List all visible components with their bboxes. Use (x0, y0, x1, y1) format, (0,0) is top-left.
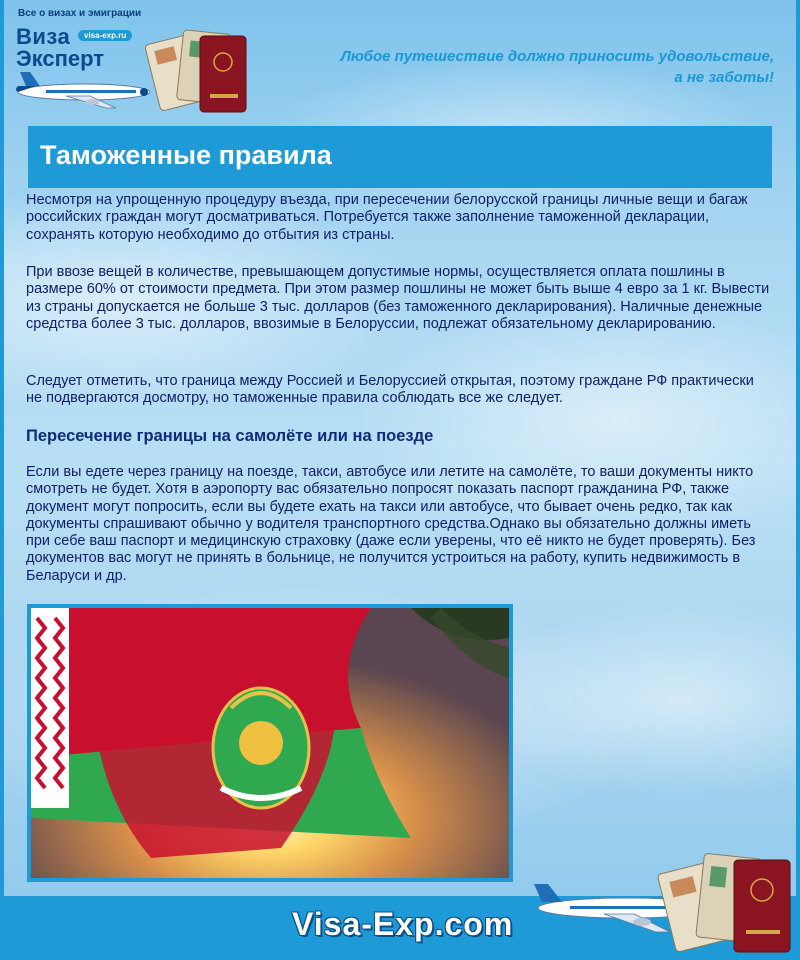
passports-icon (656, 846, 796, 954)
site-logo-url-badge[interactable]: visa-exp.ru (78, 30, 132, 41)
page-title: Таможенные правила (40, 140, 332, 170)
article-paragraph: Следует отметить, что граница между Россией и Белоруссией открытая, поэтому граждане РФ практически не подвергаются досмотру, но таможенные правила соблюдать все же следует. (26, 373, 754, 407)
page-title-bar (28, 126, 772, 188)
article-paragraph: Несмотря на упрощенную процедуру въезда, при пересечении белорусской границы личные вещи и багаж российских граждан могут досматриваться. Потребуется также заполнение таможенной декларации, сохранять которую необходимо до отбытия из страны. (26, 192, 748, 243)
site-header (0, 0, 800, 122)
header-slogan-line2: а не заботы! (674, 69, 774, 86)
header-slogan (304, 46, 774, 88)
section-heading: Пересечение границы на самолёте или на поезде (26, 427, 434, 445)
airplane-icon (6, 66, 156, 110)
site-tagline: Все о визах и эмиграции (18, 8, 142, 19)
site-logo-line1[interactable]: Виза (16, 24, 71, 49)
article-paragraph: Если вы едете через границу на поезде, такси, автобусе или летите на самолёте, то ваши документы никто смотреть не будет. Хотя в аэропорту вас обязательно попросят показать паспорт гражданина РФ, также документ могут попросить, если вы будете ехать на такси или автобусе, что бывает очень редко, так как документы спрашивают обычно у водителя транспортного средства.Однако вы обязательно должны иметь при себе ваш паспорт и медицинскую страховку (даже если уверены, что её никто не будет проверять). Без документов вас могут не принять в больнице, не получится устроиться на работу, купить недвижимость в Беларуси и др. (26, 464, 756, 584)
footer-logo[interactable]: Visa-Exp.com (292, 906, 514, 942)
page-frame-left (0, 0, 4, 960)
passports-icon (140, 24, 252, 116)
page-frame-right (796, 0, 800, 960)
header-slogan-line1: Любое путешествие должно приносить удовольствие, (340, 48, 774, 65)
article-paragraph: При ввозе вещей в количестве, превышающем допустимые нормы, осуществляется оплата пошлины в размере 60% от стоимости предмета. При этом размер пошлины не может быть выше 4 евро за 1 кг. Вывести из страны допускается не больше 3 тыс. долларов (без таможенного декларирования). Наличные денежные средства более 3 тыс. долларов, ввозимые в Белоруссии, подлежат обязательному декларированию. (26, 264, 770, 332)
site-logo-line2[interactable]: Эксперт (16, 46, 105, 71)
belarus-flag-photo (27, 604, 513, 882)
